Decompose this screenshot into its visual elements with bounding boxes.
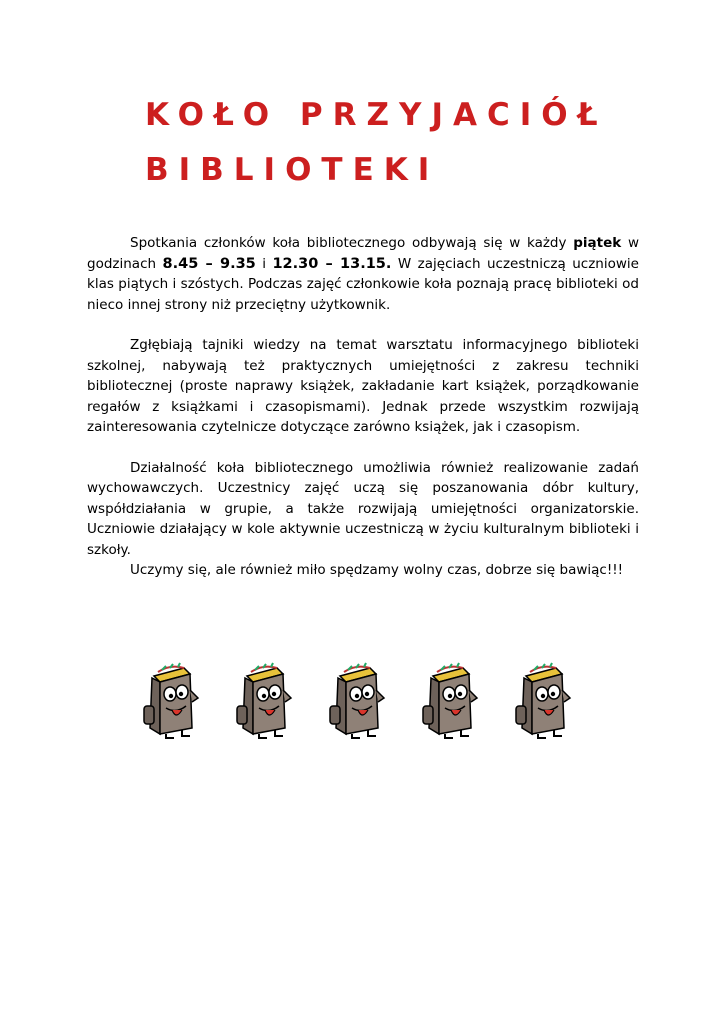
p1-text-d: W zajęciach uczestniczą uczniowie klas piątych i szóstych. Podczas zajęć członkowie koła poznają pracę biblioteki od nieco innej strony niż przeciętny użytkownik. xyxy=(87,255,639,313)
cartoon-book-icon xyxy=(233,662,297,740)
cartoon-book-icon xyxy=(140,662,204,740)
title-line-1: KOŁO PRZYJACIÓŁ xyxy=(145,97,608,133)
cartoon-book-icon xyxy=(419,662,483,740)
book-decoration-row xyxy=(140,662,580,742)
title-line-2: BIBLIOTEKI xyxy=(145,152,440,188)
p1-text-b: w godzinach xyxy=(87,235,639,272)
p1-time-1: 8.45 – 9.35 xyxy=(162,255,256,272)
paragraph-1 xyxy=(87,233,639,315)
document-body xyxy=(87,233,639,581)
cartoon-book-icon xyxy=(326,662,390,740)
p1-time-2: 12.30 – 13.15. xyxy=(272,255,392,272)
paragraph-4: Uczymy się, ale również miło spędzamy wolny czas, dobrze się bawiąc!!! xyxy=(130,562,624,578)
paragraph-3: Działalność koła bibliotecznego umożliwia również realizowanie zadań wychowawczych. Uczestnicy zajęć uczą się poszanowania dóbr kultury, współdziałania w grupie, a także rozwijają umiejętności organizatorskie. Uczniowie działający w kole aktywnie uczestniczą w życiu kulturalnym biblioteki i szkoły. xyxy=(87,459,639,558)
p1-text-c: i xyxy=(255,255,273,272)
cartoon-book-icon xyxy=(512,662,576,740)
paragraph-2: Zgłębiają tajniki wiedzy na temat warsztatu informacyjnego biblioteki szkolnej, nabywają też praktycznych umiejętności z zakresu techniki bibliotecznej (proste naprawy książek, zakładanie kart książek, porządkowanie regałów z książkami i czasopismami). Jednak przede wszystkim rozwijają zainteresowania czytelnicze dotyczące zarówno książek, jak i czasopism. xyxy=(87,337,639,435)
document-title xyxy=(145,88,608,198)
p1-text-a: Spotkania członków koła bibliotecznego odbywają się w każdy xyxy=(130,235,574,251)
p1-day: piątek xyxy=(573,235,622,251)
